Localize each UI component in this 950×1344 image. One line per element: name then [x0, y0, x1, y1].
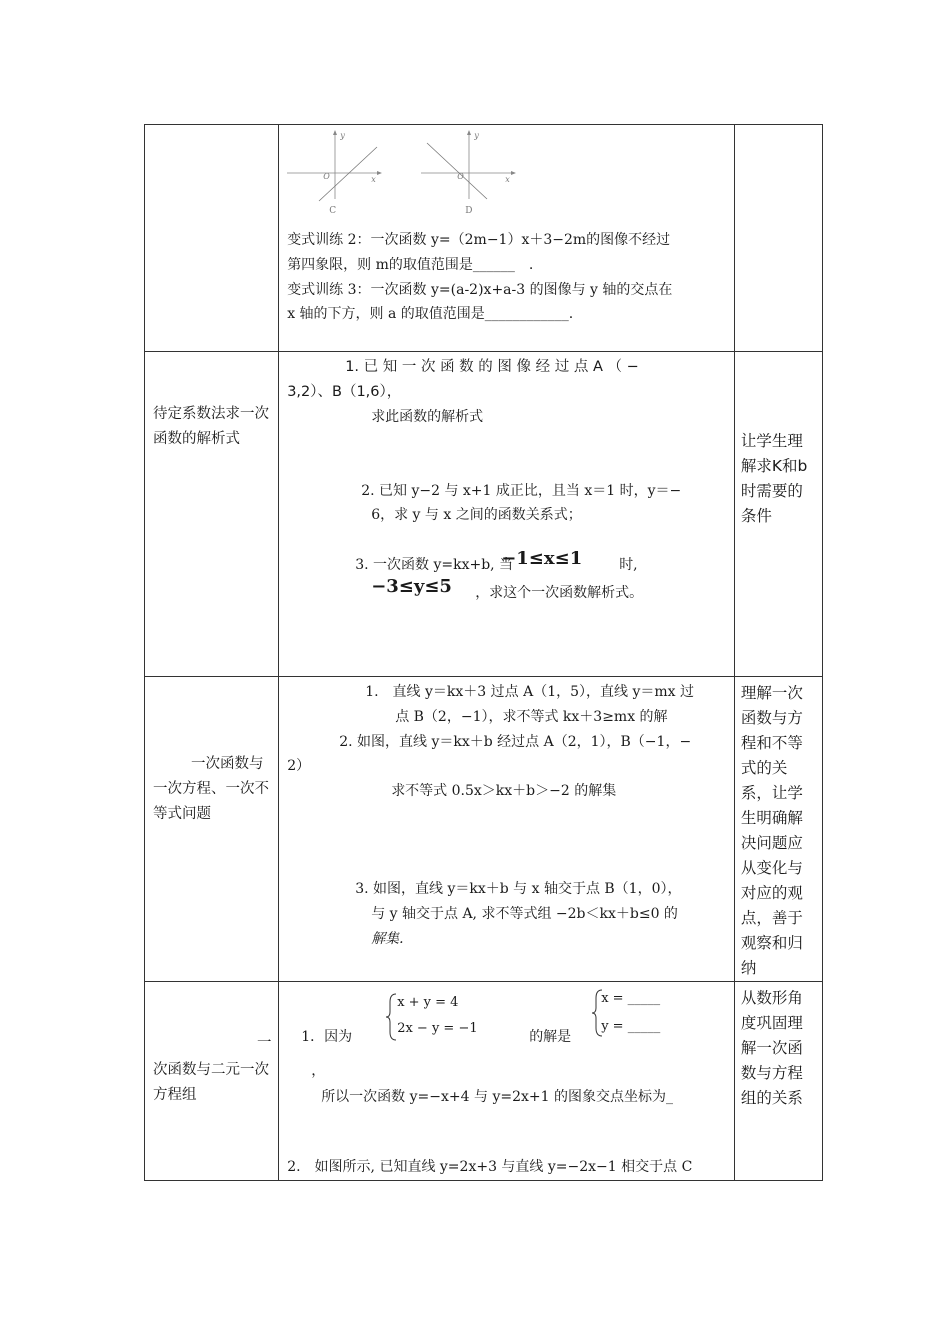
exercise-line: ，求这个一次函数解析式。 — [475, 585, 644, 601]
topic-cell — [145, 125, 279, 352]
exercise-line: 6，求 y 与 x 之间的函数关系式； — [371, 507, 582, 523]
table-row — [145, 125, 823, 352]
exercise-line: 2. 如图所示, 已知直线 y=2x+3 与直线 y=−2x−1 相交于点 C — [287, 1159, 693, 1175]
content-cell — [279, 677, 735, 982]
lesson-plan-table — [144, 124, 823, 1181]
exercise-line: 3. 如图，直线 y＝kx＋b 与 x 轴交于点 B（1，0）， — [355, 881, 682, 897]
content-cell — [279, 352, 735, 677]
table-row — [145, 982, 823, 1181]
teaching-note: 理解一次函数与方程和不等式的关系，让学生明确解决问题应从变化与对应的观点，善于观察和归纳 — [740, 684, 803, 977]
table-row — [145, 677, 823, 982]
exercise-line: 的解是 — [529, 1029, 572, 1045]
exercise-line: ， — [311, 1063, 326, 1079]
graph-c-axis-y: y — [340, 131, 345, 140]
exercise-line: 1．因为 — [301, 1029, 353, 1045]
graph-d-label: D — [465, 206, 473, 216]
graph-c-axis-x: x — [371, 175, 376, 184]
topic-text: 待定系数法求一次函数的解析式 — [153, 406, 269, 447]
exercise-line: x 轴的下方，则 a 的取值范围是____________. — [287, 306, 574, 322]
inequality-x: −1≤x≤1 — [501, 548, 583, 569]
graph-d-origin: O — [457, 172, 464, 181]
note-cell — [734, 982, 822, 1181]
inequality-y: −3≤y≤5 — [371, 576, 452, 597]
equation-1: x + y = 4 — [397, 995, 459, 1010]
topic-text-head: 一 — [257, 1035, 272, 1051]
exercise-line: 求此函数的解析式 — [371, 409, 484, 425]
topic-cell — [145, 982, 279, 1181]
exercise-line: 2. 如图，直线 y＝kx＋b 经过点 A（2，1），B（−1，− — [339, 734, 692, 750]
graph-c-label: C — [329, 206, 337, 216]
note-cell — [734, 677, 822, 982]
graph-d-axis-y: y — [474, 131, 479, 140]
exercise-line: 点 B（2，−1），求不等式 kx＋3≥mx 的解 — [395, 709, 668, 725]
solution-x: x = _____ — [601, 991, 661, 1006]
exercise-line: 1. 直线 y＝kx＋3 过点 A（1，5），直线 y＝mx 过 — [365, 684, 694, 700]
exercise-line: 3,2）、B（1,6）， — [287, 384, 402, 400]
note-cell — [734, 352, 822, 677]
content-cell — [279, 982, 735, 1181]
exercise-line: 解集. — [371, 931, 404, 947]
exercise-line: 求不等式 0.5x＞kx＋b＞−2 的解集 — [391, 783, 617, 799]
teaching-note: 从数形角度巩固理解一次函数与方程组的关系 — [740, 989, 803, 1107]
note-cell — [734, 125, 822, 352]
graph-d-axis-x: x — [505, 175, 510, 184]
exercise-line: 变式训练 2：一次函数 y=（2m−1）x＋3−2m的图像不经过 — [287, 232, 671, 248]
exercise-line: 变式训练 3：一次函数 y=(a-2)x+a-3 的图像与 y 轴的交点在 — [287, 282, 673, 298]
content-cell — [279, 125, 735, 352]
topic-text: 次函数与二元一次方程组 — [153, 1062, 269, 1103]
topic-text: 一次函数与一次方程、一次不等式问题 — [153, 756, 269, 822]
solution-y: y = _____ — [601, 1019, 661, 1034]
topic-cell — [145, 352, 279, 677]
exercise-line: 与 y 轴交于点 A, 求不等式组 −2b＜kx＋b≤0 的 — [371, 906, 678, 922]
equation-2: 2x − y = −1 — [397, 1021, 478, 1036]
exercise-line: 所以一次函数 y=−x+4 与 y=2x+1 的图象交点坐标为_ — [321, 1089, 673, 1105]
topic-cell — [145, 677, 279, 982]
exercise-line: 3. 一次函数 y=kx+b, 当 — [355, 557, 514, 573]
exercise-line: 2） — [287, 758, 311, 774]
graph-c-origin: O — [323, 172, 330, 181]
exercise-line: 第四象限，则 m的取值范围是______ . — [287, 257, 534, 273]
exercise-line: 时, — [619, 557, 638, 573]
exercise-line: 2. 已知 y−2 与 x+1 成正比，且当 x＝1 时，y＝− — [361, 483, 682, 499]
exercise-line: 1. 已 知 一 次 函 数 的 图 像 经 过 点 A （ − — [345, 359, 639, 375]
teaching-note: 让学生理解求K和b时需要的条件 — [740, 432, 808, 525]
table-row — [145, 352, 823, 677]
